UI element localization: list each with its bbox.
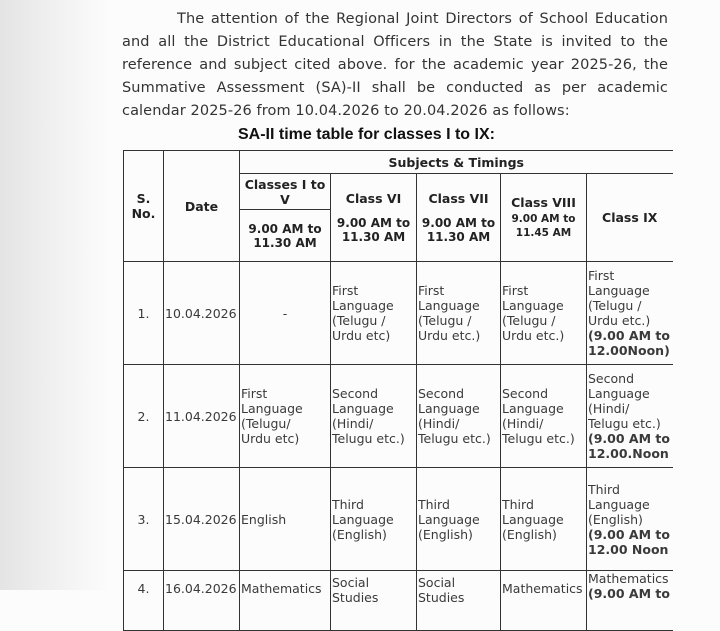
- notice-paragraph: The attention of the Regional Joint Directors of School Education and all the District Educational Officers in the State is invited to the reference and subject cited above. for the academic year 2025-26, the Summative Assessment (SA)-II shall be conducted as per academic calendar 2025-26 from 10.04.2026 to 20.04.2026 as follows:: [122, 11, 668, 119]
- row-sno: 1.: [124, 262, 164, 365]
- class-header-8: Class VIII 9.00 AM to 11.45 AM: [501, 174, 587, 262]
- class-header-1-5: Classes I to V: [240, 174, 331, 210]
- timetable: [123, 150, 673, 631]
- class-header-6: Class VI 9.00 AM to 11.30 AM: [331, 174, 417, 262]
- class-header-7: Class VII 9.00 AM to 11.30 AM: [417, 174, 501, 262]
- timetable-title: SA-II time table for classes I to IX:: [238, 126, 495, 143]
- scan-left-shadow: [0, 0, 110, 590]
- date-header: Date: [164, 151, 240, 262]
- row-classes-1-5: English: [240, 468, 331, 571]
- row-class-9: First Language (Telugu / Urdu etc.) (9.00 AM to 12.00Noon): [587, 262, 673, 365]
- row-class-8: Mathematics: [501, 571, 587, 631]
- row-sno: 3.: [124, 468, 164, 571]
- row-class-6: First Language (Telugu / Urdu etc): [331, 262, 417, 365]
- row-classes-1-5: -: [240, 262, 331, 365]
- sno-header: S. No.: [124, 151, 164, 262]
- table-row: [124, 468, 673, 571]
- row-class-9: Mathematics (9.00 AM to: [587, 571, 673, 631]
- row-class-7: Social Studies: [417, 571, 501, 631]
- row-date: 11.04.2026: [164, 365, 240, 468]
- row-class-6: Second Language (Hindi/ Telugu etc.): [331, 365, 417, 468]
- row-class-8: Third Language (English): [501, 468, 587, 571]
- row-class-8: Second Language (Hindi/ Telugu etc.): [501, 365, 587, 468]
- timing-class-1-5: 9.00 AM to 11.30 AM: [240, 210, 331, 262]
- class-header-9: Class IX: [587, 174, 673, 262]
- row-class-9: Third Language (English) (9.00 AM to 12.00 Noon: [587, 468, 673, 571]
- row-class-6: Social Studies: [331, 571, 417, 631]
- row-date: 16.04.2026: [164, 571, 240, 631]
- table-row: [124, 262, 673, 365]
- row-sno: 4.: [124, 571, 164, 631]
- row-date: 15.04.2026: [164, 468, 240, 571]
- row-class-8: First Language (Telugu / Urdu etc.): [501, 262, 587, 365]
- timing-class-8: 9.00 AM to 11.45 AM: [511, 213, 576, 239]
- row-class-7: First Language (Telugu / Urdu etc.): [417, 262, 501, 365]
- row-class-9: Second Language (Hindi/ Telugu etc.) (9.00 AM to 12.00.Noon: [587, 365, 673, 468]
- timing-class-6: 9.00 AM to 11.30 AM: [336, 216, 411, 244]
- row-class-6: Third Language (English): [331, 468, 417, 571]
- row-date: 10.04.2026: [164, 262, 240, 365]
- row-classes-1-5: First Language (Telugu/ Urdu etc): [240, 365, 331, 468]
- row-class-7: Third Language (English): [417, 468, 501, 571]
- row-classes-1-5: Mathematics: [240, 571, 331, 631]
- table-row: [124, 365, 673, 468]
- timing-class-7: 9.00 AM to 11.30 AM: [421, 216, 496, 244]
- subjects-timings-header: Subjects & Timings: [240, 151, 673, 174]
- table-row: [124, 571, 673, 631]
- row-class-7: Second Language (Hindi/ Telugu etc.): [417, 365, 501, 468]
- row-sno: 2.: [124, 365, 164, 468]
